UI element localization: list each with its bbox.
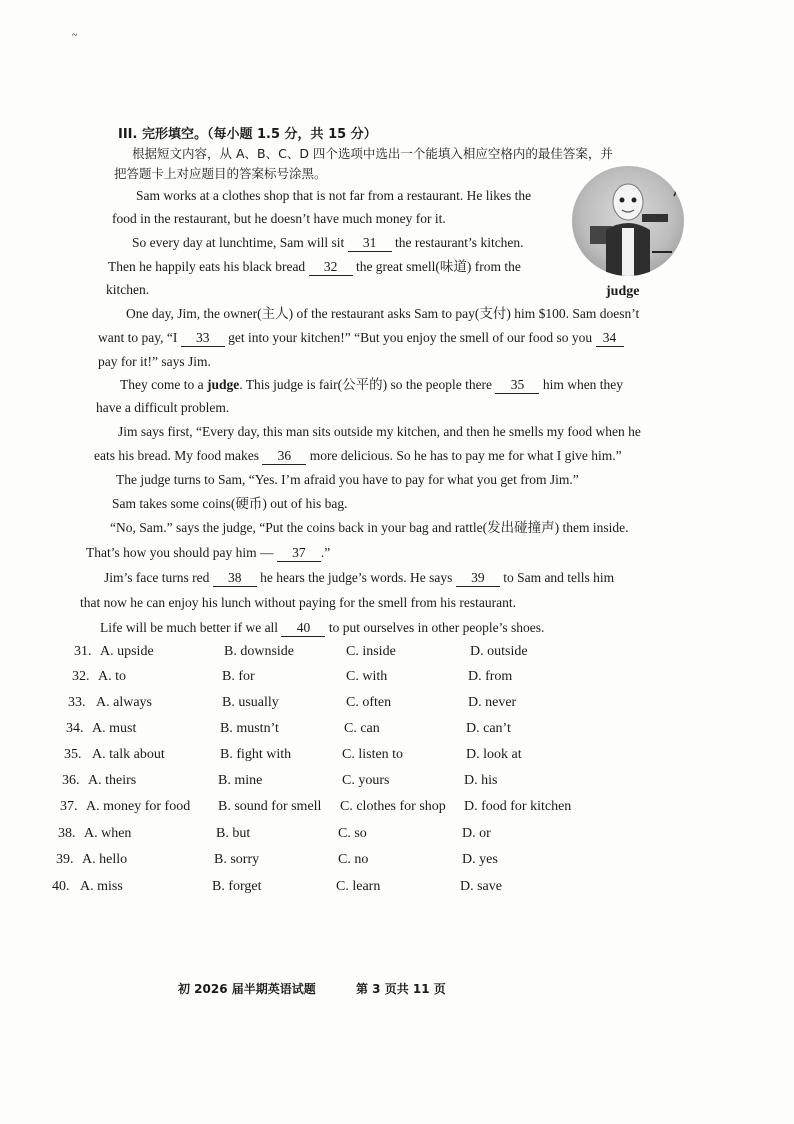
option-b[interactable]: B. mine <box>218 773 263 788</box>
passage-line-18: that now he can enjoy his lunch without paying for the smell from his restaurant. <box>80 595 517 610</box>
text: want to pay, “I <box>98 330 178 345</box>
blank-35[interactable]: 35 <box>495 377 539 394</box>
text: he hears the judge’s words. He says <box>260 570 453 585</box>
passage-line-1: Sam works at a clothes shop that is not far from a restaurant. He likes the <box>136 188 532 203</box>
passage-line-17 <box>104 570 614 587</box>
passage-line-9 <box>120 377 623 394</box>
blank-34[interactable]: 34 <box>596 330 624 347</box>
text: Then he happily eats his black bread <box>108 259 306 274</box>
option-a[interactable]: A. must <box>92 721 137 736</box>
footer-page-number: 第 3 页共 11 页 <box>356 982 446 996</box>
passage-line-6: One day, Jim, the owner(主人) of the restaurant asks Sam to pay(支付) him $100. Sam doesn’t <box>126 306 640 321</box>
text: get into your kitchen!” “But you enjoy the smell of our food so you <box>228 330 593 345</box>
text: .” <box>320 545 331 560</box>
option-d[interactable]: D. yes <box>462 852 498 867</box>
text: to Sam and tells him <box>503 570 615 585</box>
passage-line-13: The judge turns to Sam, “Yes. I’m afraid you have to pay for what you get from Jim.” <box>116 472 579 487</box>
option-d[interactable]: D. save <box>460 879 502 894</box>
option-c[interactable]: C. no <box>338 852 369 867</box>
option-d[interactable]: D. look at <box>466 747 522 762</box>
blank-32[interactable]: 32 <box>309 259 353 276</box>
blank-36[interactable]: 36 <box>262 448 306 465</box>
text: . This judge is fair(公平的) so the people there <box>239 377 493 392</box>
option-b[interactable]: B. forget <box>212 879 262 894</box>
question-number: 33. <box>68 695 86 710</box>
option-a[interactable]: A. when <box>84 826 132 841</box>
option-d[interactable]: D. his <box>464 773 498 788</box>
text: him when they <box>542 377 624 392</box>
text: Life will be much better if we all <box>100 620 279 635</box>
passage-line-12 <box>94 448 622 465</box>
question-number: 35. <box>64 747 82 762</box>
question-number: 36. <box>62 773 80 788</box>
question-number: 32. <box>72 669 90 684</box>
text: So every day at lunchtime, Sam will sit <box>132 235 345 250</box>
option-b[interactable]: B. downside <box>224 644 294 659</box>
passage-line-10: have a difficult problem. <box>96 400 230 415</box>
option-c[interactable]: C. often <box>346 695 392 710</box>
question-number: 31. <box>74 644 92 659</box>
option-a[interactable]: A. theirs <box>88 773 137 788</box>
option-c[interactable]: C. with <box>346 669 388 684</box>
option-a[interactable]: A. hello <box>82 852 128 867</box>
corner-mark: ~ <box>72 30 78 41</box>
text: eats his bread. My food makes <box>94 448 259 463</box>
option-a[interactable]: A. to <box>98 669 126 684</box>
question-number: 39. <box>56 852 74 867</box>
passage-line-8: pay for it!” says Jim. <box>98 354 211 369</box>
passage-line-19 <box>100 620 544 637</box>
question-number: 37. <box>60 799 78 814</box>
picture-caption: judge <box>606 284 640 299</box>
passage-line-4 <box>108 259 521 276</box>
instruction-line-2: 把答题卡上对应题目的答案标号涂黑。 <box>114 166 327 181</box>
text: more delicious. So he has to pay me for what I give him.” <box>309 448 622 463</box>
option-c[interactable]: C. learn <box>336 879 381 894</box>
option-c[interactable]: C. so <box>338 826 367 841</box>
option-d[interactable]: D. can’t <box>466 721 511 736</box>
option-d[interactable]: D. outside <box>470 644 528 659</box>
option-b[interactable]: B. mustn’t <box>220 721 279 736</box>
question-number: 40. <box>52 879 70 894</box>
section-title: III. 完形填空。（每小题 1.5 分，共 15 分） <box>118 127 377 142</box>
text: to put ourselves in other people’s shoes. <box>328 620 545 635</box>
blank-37[interactable]: 37 <box>277 545 321 562</box>
blank-38[interactable]: 38 <box>213 570 257 587</box>
option-a[interactable]: A. always <box>96 695 152 710</box>
option-b[interactable]: B. sorry <box>214 852 260 867</box>
blank-31[interactable]: 31 <box>348 235 392 252</box>
option-b[interactable]: B. but <box>216 826 251 841</box>
text: the restaurant’s kitchen. <box>394 235 524 250</box>
text: That’s how you should pay him — <box>86 545 274 560</box>
footer-exam-title: 初 2026 届半期英语试题 <box>178 982 316 996</box>
text: They come to a <box>120 377 204 392</box>
option-d[interactable]: D. food for kitchen <box>464 799 572 814</box>
option-d[interactable]: D. from <box>468 669 513 684</box>
option-a[interactable]: A. money for food <box>86 799 191 814</box>
passage-line-3 <box>132 235 524 252</box>
passage-line-14: Sam takes some coins(硬币) out of his bag. <box>112 496 348 511</box>
passage-line-7 <box>98 330 624 347</box>
option-b[interactable]: B. sound for smell <box>218 799 322 814</box>
option-c[interactable]: C. yours <box>342 773 390 788</box>
option-c[interactable]: C. can <box>344 721 380 736</box>
option-a[interactable]: A. miss <box>80 879 123 894</box>
option-c[interactable]: C. inside <box>346 644 396 659</box>
question-number: 34. <box>66 721 84 736</box>
blank-33[interactable]: 33 <box>181 330 225 347</box>
judge-figure-icon <box>572 166 684 276</box>
judge-bold-word: judge <box>206 377 240 392</box>
passage-line-11: Jim says first, “Every day, this man sits outside my kitchen, and then he smells my food when he <box>118 424 641 439</box>
passage-line-2: food in the restaurant, but he doesn’t have much money for it. <box>112 211 446 226</box>
option-b[interactable]: B. usually <box>222 695 279 710</box>
option-a[interactable]: A. talk about <box>92 747 165 762</box>
option-c[interactable]: C. listen to <box>342 747 404 762</box>
option-c[interactable]: C. clothes for shop <box>340 799 446 814</box>
option-a[interactable]: A. upside <box>100 644 154 659</box>
blank-40[interactable]: 40 <box>281 620 325 637</box>
passage-line-15: “No, Sam.” says the judge, “Put the coins back in your bag and rattle(发出碰撞声) them inside. <box>110 520 629 535</box>
question-number: 38. <box>58 826 76 841</box>
option-d[interactable]: D. never <box>468 695 517 710</box>
option-b[interactable]: B. fight with <box>220 747 292 762</box>
option-d[interactable]: D. or <box>462 826 491 841</box>
instruction-line-1: 根据短文内容，从 A、B、C、D 四个选项中选出一个能填入相应空格内的最佳答案，并 <box>132 146 613 161</box>
option-b[interactable]: B. for <box>222 669 255 684</box>
blank-39[interactable]: 39 <box>456 570 500 587</box>
text: the great smell(味道) from the <box>355 259 521 274</box>
text: Jim’s face turns red <box>104 570 210 585</box>
judge-illustration <box>572 166 684 276</box>
passage-line-5: kitchen. <box>106 282 150 297</box>
passage-line-16 <box>86 545 330 562</box>
